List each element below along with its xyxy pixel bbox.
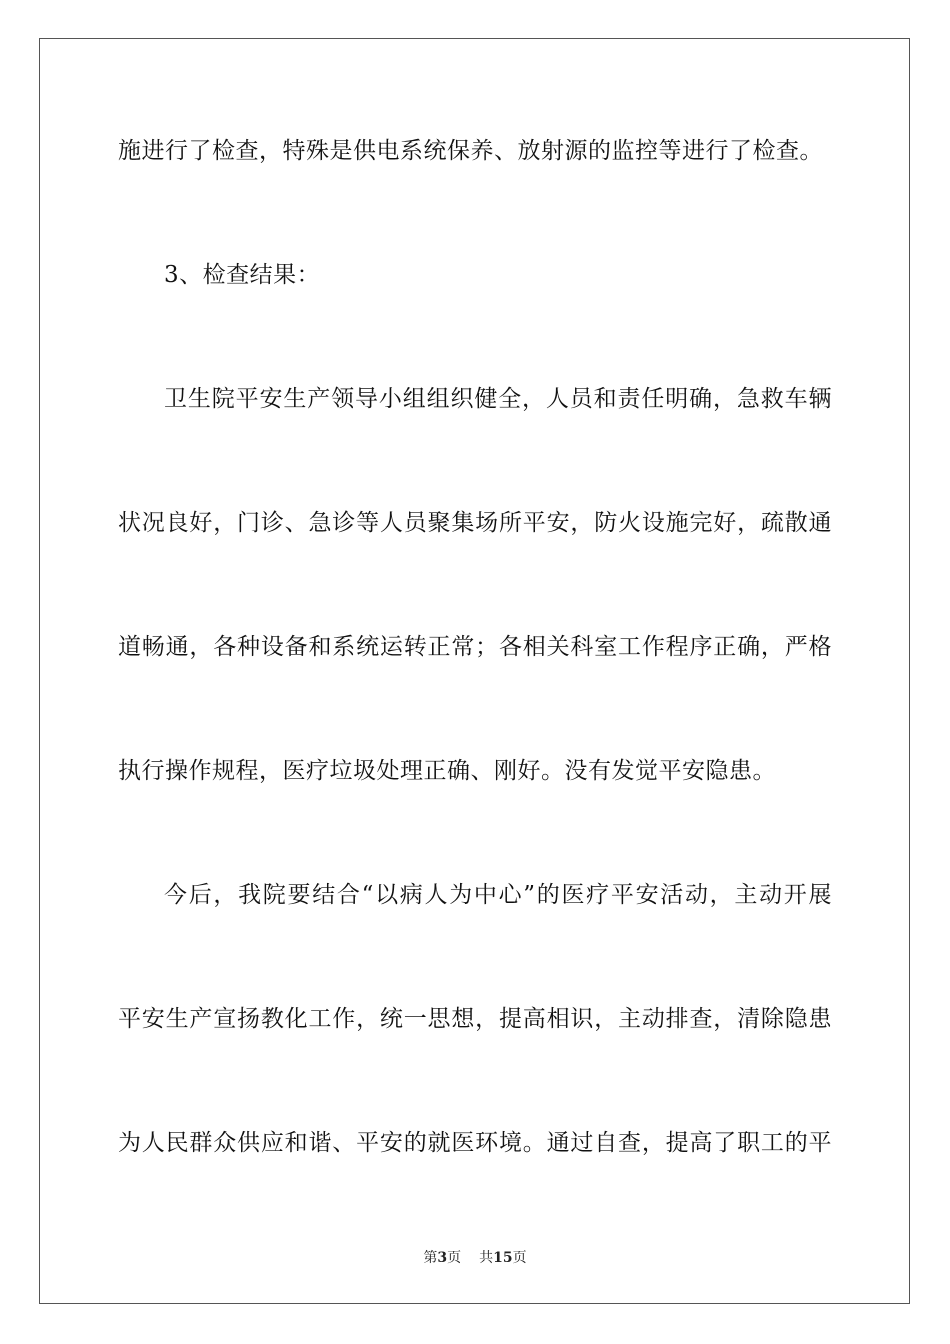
text-line-1: 施进行了检查，特殊是供电系统保养、放射源的监控等进行了检查。 bbox=[118, 138, 823, 164]
footer-page-prefix: 第 bbox=[423, 1250, 438, 1266]
page-border bbox=[39, 38, 910, 1304]
footer-page-suffix: 页 bbox=[447, 1250, 462, 1266]
page-footer bbox=[0, 1247, 950, 1267]
text-line-5: 道畅通，各种设备和系统运转正常；各相关科室工作程序正确，严格 bbox=[118, 634, 832, 660]
footer-total-pages: 15 bbox=[493, 1250, 513, 1266]
footer-total-suffix: 页 bbox=[512, 1250, 527, 1266]
section-heading: 3、检查结果： bbox=[164, 262, 321, 288]
text-line-7: 今后，我院要结合“以病人为中心”的医疗平安活动，主动开展 bbox=[164, 882, 832, 908]
text-line-6: 执行操作规程，医疗垃圾处理正确、刚好。没有发觉平安隐患。 bbox=[118, 758, 776, 784]
text-line-3: 卫生院平安生产领导小组组织健全，人员和责任明确，急救车辆 bbox=[164, 386, 832, 412]
text-line-4: 状况良好，门诊、急诊等人员聚集场所平安，防火设施完好，疏散通 bbox=[118, 510, 832, 536]
footer-total-prefix: 共 bbox=[479, 1250, 494, 1266]
text-line-9: 为人民群众供应和谐、平安的就医环境。通过自查，提高了职工的平 bbox=[118, 1130, 832, 1156]
footer-page-number: 3 bbox=[437, 1250, 448, 1266]
text-line-8: 平安生产宣扬教化工作，统一思想，提高相识，主动排查，清除隐患 bbox=[118, 1006, 832, 1032]
